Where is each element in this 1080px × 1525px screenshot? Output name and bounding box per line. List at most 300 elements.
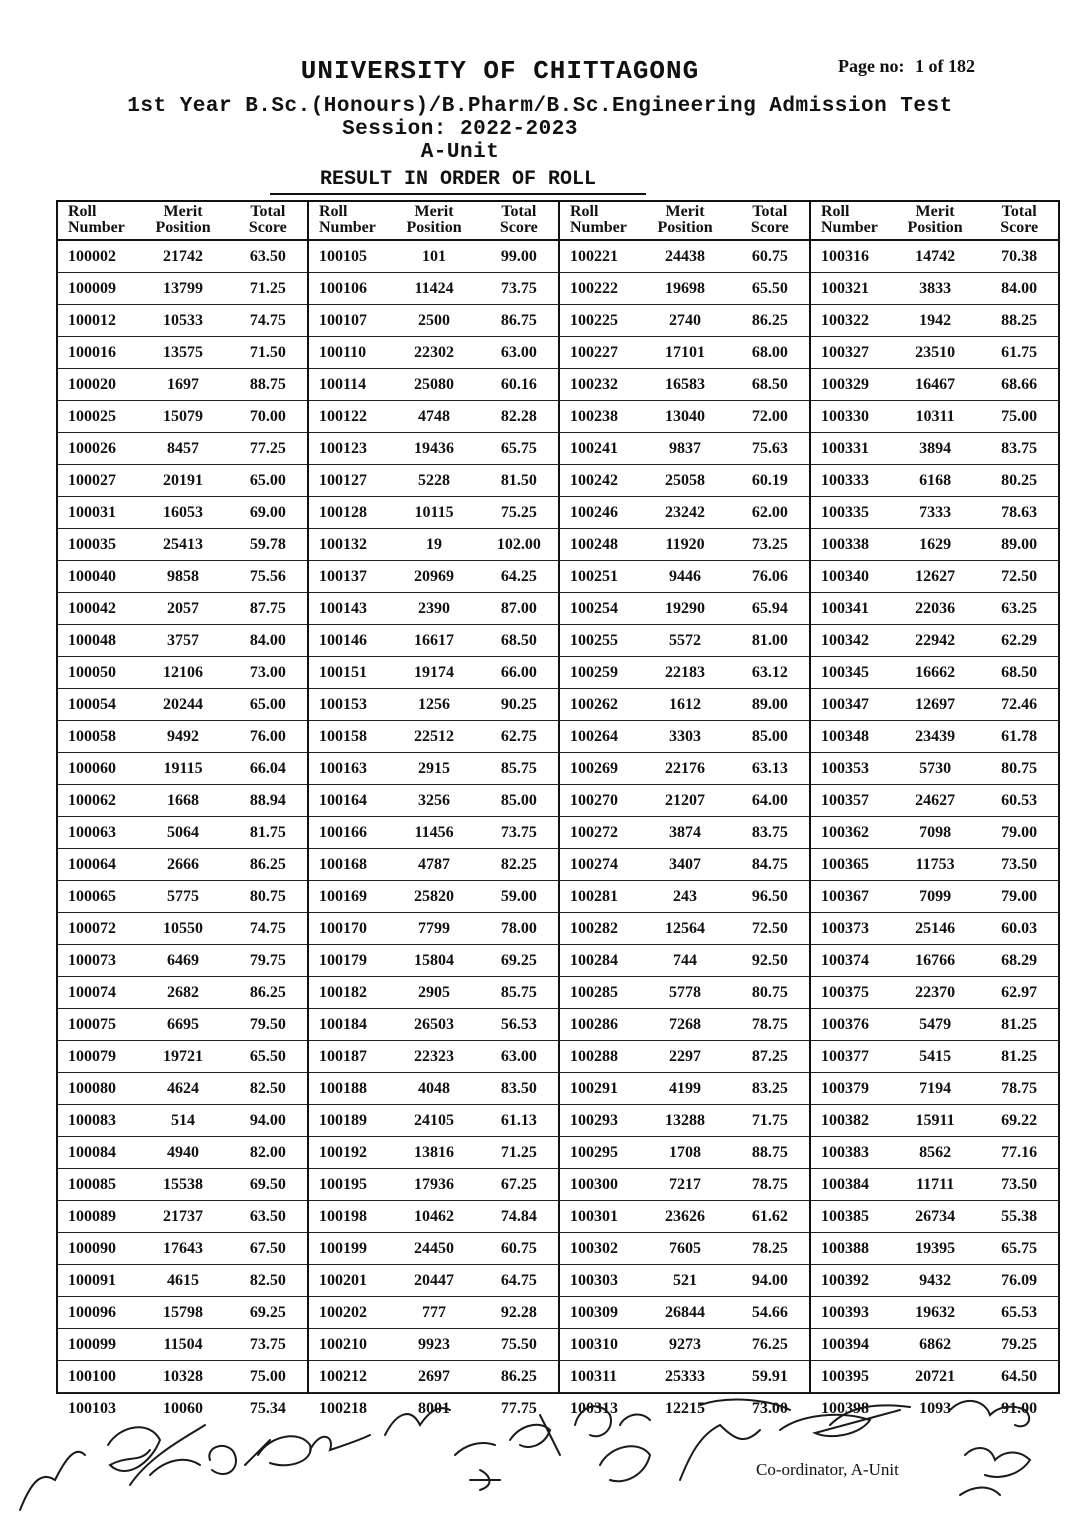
roll-number-cell: 100262 [570, 695, 618, 713]
total-score-cell: 85.75 [500, 759, 537, 777]
table-row [309, 1137, 558, 1169]
column-header-row [58, 202, 307, 241]
roll-number-cell: 100222 [570, 279, 618, 297]
table-row [58, 1329, 307, 1361]
roll-header [58, 202, 137, 239]
merit-position-cell: 15911 [915, 1111, 955, 1129]
table-row [811, 1105, 1058, 1137]
merit-position-cell: 2697 [418, 1367, 451, 1385]
roll-number-cell: 100388 [821, 1239, 869, 1257]
total-score-cell: 60.75 [500, 1239, 537, 1257]
table-row [811, 1201, 1058, 1233]
table-row [560, 241, 809, 273]
table-row [58, 369, 307, 401]
results-column [56, 202, 307, 1417]
roll-number-cell: 100342 [821, 631, 869, 649]
merit-position-cell: 11920 [665, 535, 705, 553]
table-row [560, 625, 809, 657]
merit-position-cell: 2915 [418, 759, 451, 777]
roll-number-cell: 100182 [319, 983, 367, 1001]
roll-number-cell: 100303 [570, 1271, 618, 1289]
total-score-cell: 76.25 [751, 1335, 788, 1353]
roll-number-cell: 100184 [319, 1015, 367, 1033]
coordinator-label: Co-ordinator, A-Unit [756, 1460, 899, 1479]
table-row [309, 273, 558, 305]
table-row [811, 1329, 1058, 1361]
merit-position-cell: 10311 [915, 407, 955, 425]
total-score-cell: 59.00 [500, 887, 537, 905]
total-score-cell: 73.50 [1001, 855, 1038, 873]
roll-number-cell: 100016 [68, 343, 116, 361]
total-score-cell: 76.06 [751, 567, 788, 585]
column-header-row [560, 202, 809, 241]
merit-position-cell: 2682 [167, 983, 200, 1001]
roll-number-cell: 100321 [821, 279, 869, 297]
merit-position-cell: 9858 [167, 567, 200, 585]
total-score-cell: 96.50 [751, 887, 788, 905]
merit-position-cell: 19 [426, 535, 443, 553]
merit-position-cell: 10060 [163, 1399, 204, 1417]
merit-position-cell: 744 [673, 951, 698, 969]
total-score-cell: 94.00 [249, 1111, 286, 1129]
table-row [560, 1201, 809, 1233]
merit-position-cell: 2740 [669, 311, 702, 329]
total-score-cell: 94.00 [751, 1271, 788, 1289]
merit-position-cell: 21742 [163, 247, 204, 265]
total-score-cell: 89.00 [751, 695, 788, 713]
score-header [731, 202, 809, 239]
total-score-cell: 78.75 [751, 1015, 788, 1033]
roll-number-cell: 100242 [570, 471, 618, 489]
table-row [560, 1009, 809, 1041]
total-score-cell: 80.75 [751, 983, 788, 1001]
merit-position-cell: 16467 [915, 375, 956, 393]
table-row [309, 1297, 558, 1329]
total-score-cell: 66.00 [500, 663, 537, 681]
table-row [811, 593, 1058, 625]
merit-position-cell: 20447 [414, 1271, 455, 1289]
table-row [58, 1137, 307, 1169]
total-score-cell: 62.29 [1001, 631, 1038, 649]
roll-number-cell: 100048 [68, 631, 116, 649]
roll-number-cell: 100375 [821, 983, 869, 1001]
total-score-cell: 78.63 [1001, 503, 1038, 521]
merit-position-cell: 5479 [919, 1015, 952, 1033]
total-score-cell: 65.53 [1001, 1303, 1038, 1321]
total-score-cell: 85.00 [751, 727, 788, 745]
merit-position-cell: 2666 [167, 855, 200, 873]
table-row [309, 1201, 558, 1233]
total-score-cell: 77.16 [1001, 1143, 1038, 1161]
merit-position-cell: 4787 [418, 855, 451, 873]
roll-number-cell: 100310 [570, 1335, 618, 1353]
total-score-cell: 63.13 [751, 759, 788, 777]
total-score-cell: 85.00 [500, 791, 537, 809]
total-score-cell: 71.75 [751, 1111, 788, 1129]
merit-position-cell: 26503 [414, 1015, 455, 1033]
table-row [58, 689, 307, 721]
total-score-cell: 69.25 [249, 1303, 286, 1321]
roll-number-cell: 100251 [570, 567, 618, 585]
total-score-cell: 82.25 [500, 855, 537, 873]
roll-number-cell: 100353 [821, 759, 869, 777]
roll-number-cell: 100295 [570, 1143, 618, 1161]
total-score-cell: 63.25 [1001, 599, 1038, 617]
roll-number-cell: 100225 [570, 311, 618, 329]
roll-number-cell: 100062 [68, 791, 116, 809]
total-score-cell: 88.25 [1001, 311, 1038, 329]
table-row [58, 657, 307, 689]
roll-number-cell: 100238 [570, 407, 618, 425]
roll-number-cell: 100322 [821, 311, 869, 329]
signatures-image [0, 1385, 1080, 1525]
total-score-cell: 68.29 [1001, 951, 1038, 969]
roll-header [309, 202, 388, 239]
merit-position-cell: 6695 [167, 1015, 200, 1033]
total-score-cell: 79.50 [249, 1015, 286, 1033]
table-row [811, 529, 1058, 561]
merit-position-cell: 25413 [163, 535, 204, 553]
merit-position-cell: 25080 [414, 375, 455, 393]
total-score-cell: 69.50 [249, 1175, 286, 1193]
table-row [309, 593, 558, 625]
merit-position-cell: 19698 [665, 279, 706, 297]
total-score-cell: 68.50 [1001, 663, 1038, 681]
total-score-cell: 92.28 [500, 1303, 537, 1321]
roll-number-cell: 100232 [570, 375, 618, 393]
table-row [560, 881, 809, 913]
merit-position-cell: 25820 [414, 887, 455, 905]
merit-position-cell: 5064 [167, 823, 200, 841]
total-score-cell: 89.00 [1001, 535, 1038, 553]
table-row [811, 465, 1058, 497]
total-score-cell: 72.50 [751, 919, 788, 937]
total-score-cell: 84.00 [1001, 279, 1038, 297]
table-row [560, 785, 809, 817]
roll-number-cell: 100341 [821, 599, 869, 617]
total-score-cell: 61.62 [751, 1207, 788, 1225]
total-score-cell: 73.75 [500, 279, 537, 297]
merit-position-cell: 13799 [163, 279, 204, 297]
roll-header [560, 202, 639, 239]
roll-number-cell: 100246 [570, 503, 618, 521]
roll-number-cell: 100255 [570, 631, 618, 649]
table-row [811, 753, 1058, 785]
merit-position-cell: 24450 [414, 1239, 455, 1257]
total-score-cell: 73.00 [249, 663, 286, 681]
total-score-cell: 83.25 [751, 1079, 788, 1097]
merit-position-cell: 19174 [414, 663, 455, 681]
table-row [58, 241, 307, 273]
merit-position-cell: 7194 [919, 1079, 952, 1097]
roll-number-cell: 100385 [821, 1207, 869, 1225]
table-row [309, 881, 558, 913]
merit-position-cell: 20244 [163, 695, 204, 713]
roll-number-cell: 100264 [570, 727, 618, 745]
roll-number-cell: 100195 [319, 1175, 367, 1193]
table-row [811, 561, 1058, 593]
table-row [560, 337, 809, 369]
merit-header [137, 202, 228, 239]
unit-title: A-Unit [420, 141, 500, 164]
total-score-cell: 81.50 [500, 471, 537, 489]
roll-number-cell: 100143 [319, 599, 367, 617]
merit-position-cell: 6862 [919, 1335, 952, 1353]
table-row [58, 913, 307, 945]
total-score-cell: 85.75 [500, 983, 537, 1001]
merit-position-cell: 3757 [167, 631, 200, 649]
merit-position-cell: 16766 [915, 951, 956, 969]
table-row [309, 369, 558, 401]
roll-number-cell: 100338 [821, 535, 869, 553]
table-row [811, 241, 1058, 273]
roll-number-cell: 100110 [319, 343, 367, 361]
merit-position-cell: 22512 [414, 727, 455, 745]
roll-number-cell: 100345 [821, 663, 869, 681]
roll-number-cell: 100025 [68, 407, 116, 425]
roll-number-cell: 100123 [319, 439, 367, 457]
roll-number-cell: 100199 [319, 1239, 367, 1257]
merit-position-cell: 6469 [167, 951, 200, 969]
roll-number-cell: 100164 [319, 791, 367, 809]
table-row [309, 945, 558, 977]
roll-number-cell: 100035 [68, 535, 116, 553]
table-row [560, 1233, 809, 1265]
roll-header-line1: Roll [319, 203, 348, 220]
table-row [560, 945, 809, 977]
merit-position-cell: 26734 [915, 1207, 956, 1225]
table-row [58, 593, 307, 625]
total-score-cell: 61.13 [500, 1111, 537, 1129]
roll-number-cell: 100042 [68, 599, 116, 617]
total-score-cell: 82.28 [500, 407, 537, 425]
roll-number-cell: 100065 [68, 887, 116, 905]
table-row [560, 977, 809, 1009]
merit-position-cell: 23510 [915, 343, 956, 361]
roll-header-line1: Roll [68, 203, 97, 220]
table-row [58, 1169, 307, 1201]
score-header [980, 202, 1058, 239]
merit-position-cell: 8001 [418, 1399, 451, 1417]
merit-position-cell: 3256 [418, 791, 451, 809]
roll-number-cell: 100170 [319, 919, 367, 937]
roll-number-cell: 100362 [821, 823, 869, 841]
merit-position-cell: 9446 [669, 567, 702, 585]
score-header-line2: Score [1000, 219, 1039, 236]
table-row [811, 625, 1058, 657]
total-score-cell: 78.75 [751, 1175, 788, 1193]
merit-position-cell: 9432 [919, 1271, 952, 1289]
merit-position-cell: 9837 [669, 439, 702, 457]
total-score-cell: 70.38 [1001, 247, 1038, 265]
total-score-cell: 63.50 [249, 247, 286, 265]
roll-number-cell: 100291 [570, 1079, 618, 1097]
total-score-cell: 78.25 [751, 1239, 788, 1257]
roll-number-cell: 100313 [570, 1399, 618, 1417]
merit-position-cell: 16053 [163, 503, 204, 521]
merit-position-cell: 23626 [665, 1207, 706, 1225]
roll-number-cell: 100114 [319, 375, 367, 393]
table-row [309, 977, 558, 1009]
roll-number-cell: 100168 [319, 855, 367, 873]
total-score-cell: 92.50 [751, 951, 788, 969]
roll-number-cell: 100201 [319, 1271, 367, 1289]
table-row [309, 849, 558, 881]
merit-position-cell: 3833 [919, 279, 952, 297]
roll-number-cell: 100163 [319, 759, 367, 777]
total-score-cell: 75.25 [500, 503, 537, 521]
total-score-cell: 74.75 [249, 311, 286, 329]
merit-position-cell: 22183 [665, 663, 706, 681]
merit-position-cell: 1612 [669, 695, 702, 713]
table-row [309, 1265, 558, 1297]
merit-position-cell: 10550 [163, 919, 204, 937]
merit-position-cell: 3303 [669, 727, 702, 745]
roll-number-cell: 100050 [68, 663, 116, 681]
roll-number-cell: 100073 [68, 951, 116, 969]
roll-number-cell: 100040 [68, 567, 116, 585]
total-score-cell: 87.25 [751, 1047, 788, 1065]
total-score-cell: 75.56 [249, 567, 286, 585]
score-header-line2: Score [248, 219, 287, 236]
merit-position-cell: 22323 [414, 1047, 455, 1065]
roll-number-cell: 100158 [319, 727, 367, 745]
merit-header-line2: Position [907, 219, 963, 236]
total-score-cell: 75.00 [1001, 407, 1038, 425]
total-score-cell: 82.50 [249, 1271, 286, 1289]
merit-position-cell: 2905 [418, 983, 451, 1001]
total-score-cell: 81.25 [1001, 1015, 1038, 1033]
merit-position-cell: 24627 [915, 791, 956, 809]
total-score-cell: 73.25 [751, 535, 788, 553]
total-score-cell: 91.00 [1001, 1399, 1038, 1417]
total-score-cell: 63.50 [249, 1207, 286, 1225]
merit-position-cell: 9492 [167, 727, 200, 745]
total-score-cell: 69.22 [1001, 1111, 1038, 1129]
table-row [309, 817, 558, 849]
roll-number-cell: 100009 [68, 279, 116, 297]
merit-position-cell: 2390 [418, 599, 451, 617]
merit-position-cell: 12564 [665, 919, 706, 937]
total-score-cell: 68.00 [751, 343, 788, 361]
roll-number-cell: 100286 [570, 1015, 618, 1033]
merit-position-cell: 9273 [669, 1335, 702, 1353]
table-row [560, 1297, 809, 1329]
merit-position-cell: 16583 [665, 375, 706, 393]
roll-number-cell: 100105 [319, 247, 367, 265]
merit-header-line2: Position [406, 219, 462, 236]
roll-number-cell: 100331 [821, 439, 869, 457]
total-score-cell: 64.25 [500, 567, 537, 585]
roll-number-cell: 100099 [68, 1335, 116, 1353]
merit-position-cell: 2057 [167, 599, 200, 617]
total-score-cell: 75.50 [500, 1335, 537, 1353]
roll-number-cell: 100210 [319, 1335, 367, 1353]
total-score-cell: 80.25 [1001, 471, 1038, 489]
merit-header [890, 202, 980, 239]
merit-position-cell: 19115 [163, 759, 203, 777]
roll-number-cell: 100274 [570, 855, 618, 873]
heading-underline [270, 193, 646, 195]
roll-number-cell: 100347 [821, 695, 869, 713]
total-score-cell: 62.97 [1001, 983, 1038, 1001]
table-row [309, 561, 558, 593]
total-score-cell: 69.25 [500, 951, 537, 969]
merit-position-cell: 19436 [414, 439, 455, 457]
roll-number-cell: 100151 [319, 663, 367, 681]
roll-number-cell: 100302 [570, 1239, 618, 1257]
roll-number-cell: 100395 [821, 1367, 869, 1385]
merit-position-cell: 9923 [418, 1335, 451, 1353]
table-row [58, 625, 307, 657]
roll-number-cell: 100367 [821, 887, 869, 905]
total-score-cell: 80.75 [1001, 759, 1038, 777]
table-row [560, 689, 809, 721]
roll-number-cell: 100398 [821, 1399, 869, 1417]
total-score-cell: 66.04 [249, 759, 286, 777]
roll-number-cell: 100107 [319, 311, 367, 329]
merit-header-line2: Position [155, 219, 211, 236]
merit-position-cell: 25058 [665, 471, 706, 489]
merit-position-cell: 4624 [167, 1079, 200, 1097]
table-row [58, 433, 307, 465]
total-score-cell: 63.12 [751, 663, 788, 681]
merit-position-cell: 10462 [414, 1207, 455, 1225]
total-score-cell: 81.25 [1001, 1047, 1038, 1065]
table-row [811, 945, 1058, 977]
roll-number-cell: 100002 [68, 247, 116, 265]
roll-number-cell: 100026 [68, 439, 116, 457]
roll-number-cell: 100340 [821, 567, 869, 585]
total-score-cell: 79.00 [1001, 887, 1038, 905]
table-row [309, 913, 558, 945]
table-row [58, 465, 307, 497]
roll-number-cell: 100301 [570, 1207, 618, 1225]
merit-position-cell: 19290 [665, 599, 706, 617]
merit-position-cell: 15804 [414, 951, 455, 969]
roll-number-cell: 100311 [570, 1367, 618, 1385]
merit-position-cell: 22302 [414, 343, 455, 361]
merit-header-line1: Merit [163, 203, 203, 220]
roll-number-cell: 100085 [68, 1175, 116, 1193]
roll-number-cell: 100330 [821, 407, 869, 425]
merit-position-cell: 21207 [665, 791, 706, 809]
roll-number-cell: 100074 [68, 983, 116, 1001]
merit-position-cell: 2500 [418, 311, 451, 329]
merit-position-cell: 5572 [669, 631, 702, 649]
merit-header-line1: Merit [915, 203, 955, 220]
table-row [811, 1297, 1058, 1329]
roll-number-cell: 100281 [570, 887, 618, 905]
merit-position-cell: 8562 [919, 1143, 952, 1161]
merit-position-cell: 777 [422, 1303, 447, 1321]
merit-position-cell: 11456 [414, 823, 454, 841]
roll-number-cell: 100064 [68, 855, 116, 873]
merit-position-cell: 11753 [915, 855, 955, 873]
table-row [58, 945, 307, 977]
total-score-cell: 77.75 [500, 1399, 537, 1417]
total-score-cell: 60.53 [1001, 791, 1038, 809]
table-row [811, 305, 1058, 337]
merit-position-cell: 101 [422, 247, 447, 265]
merit-position-cell: 20969 [414, 567, 455, 585]
roll-number-cell: 100166 [319, 823, 367, 841]
roll-number-cell: 100083 [68, 1111, 116, 1129]
merit-position-cell: 5415 [919, 1047, 952, 1065]
roll-number-cell: 100329 [821, 375, 869, 393]
table-row [58, 337, 307, 369]
merit-position-cell: 5228 [418, 471, 451, 489]
